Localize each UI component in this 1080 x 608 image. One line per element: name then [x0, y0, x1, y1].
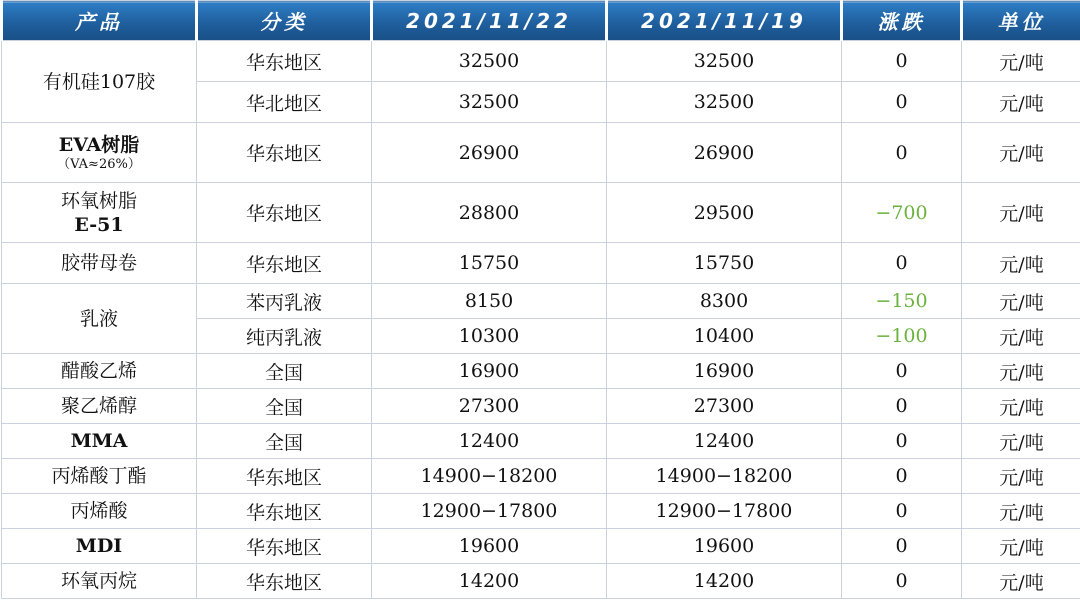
product-name: 丙烯酸丁酯 — [2, 459, 197, 494]
table-row — [2, 284, 1080, 319]
product-name: 环氧树脂 — [60, 189, 137, 212]
change-cell: 0 — [842, 123, 962, 183]
product-name: 有机硅107胶 — [2, 41, 197, 123]
price-date-2: 32500 — [607, 82, 842, 123]
change-cell: −150 — [842, 284, 962, 319]
header-date-2: 2021/11/19 — [607, 1, 842, 41]
price-date-1: 26900 — [372, 123, 607, 183]
category-cell: 华东地区 — [197, 41, 372, 82]
product-name: 乳液 — [2, 284, 197, 354]
unit-cell: 元/吨 — [962, 459, 1080, 494]
category-cell: 苯丙乳液 — [197, 284, 372, 319]
unit-cell: 元/吨 — [962, 183, 1080, 243]
price-date-1: 15750 — [372, 243, 607, 284]
category-cell: 华东地区 — [197, 243, 372, 284]
header-unit: 单位 — [962, 1, 1080, 41]
table-row — [2, 354, 1080, 389]
category-cell: 全国 — [197, 354, 372, 389]
price-date-2: 12400 — [607, 424, 842, 459]
category-cell: 华东地区 — [197, 459, 372, 494]
table-row — [2, 41, 1080, 82]
category-cell: 华东地区 — [197, 564, 372, 599]
price-date-1: 32500 — [372, 82, 607, 123]
price-date-1: 14900−18200 — [372, 459, 607, 494]
price-date-2: 14900−18200 — [607, 459, 842, 494]
price-date-1: 12900−17800 — [372, 494, 607, 529]
price-date-2: 29500 — [607, 183, 842, 243]
unit-cell: 元/吨 — [962, 529, 1080, 564]
table-row — [2, 494, 1080, 529]
change-cell: 0 — [842, 354, 962, 389]
product-subtitle: E-51 — [74, 213, 124, 236]
product-name: MMA — [2, 424, 197, 459]
category-cell: 华东地区 — [197, 529, 372, 564]
product-name: 丙烯酸 — [2, 494, 197, 529]
table-row — [2, 243, 1080, 284]
price-date-1: 32500 — [372, 41, 607, 82]
price-date-1: 14200 — [372, 564, 607, 599]
table-row — [2, 564, 1080, 599]
table-row — [2, 424, 1080, 459]
unit-cell: 元/吨 — [962, 123, 1080, 183]
table-row — [2, 389, 1080, 424]
price-date-1: 27300 — [372, 389, 607, 424]
price-date-2: 10400 — [607, 319, 842, 354]
unit-cell: 元/吨 — [962, 564, 1080, 599]
price-date-2: 32500 — [607, 41, 842, 82]
change-cell: 0 — [842, 529, 962, 564]
price-date-2: 15750 — [607, 243, 842, 284]
unit-cell: 元/吨 — [962, 82, 1080, 123]
price-date-2: 16900 — [607, 354, 842, 389]
unit-cell: 元/吨 — [962, 41, 1080, 82]
category-cell: 华东地区 — [197, 183, 372, 243]
unit-cell: 元/吨 — [962, 319, 1080, 354]
price-date-1: 12400 — [372, 424, 607, 459]
unit-cell: 元/吨 — [962, 389, 1080, 424]
change-cell: 0 — [842, 494, 962, 529]
unit-cell: 元/吨 — [962, 243, 1080, 284]
header-date-1: 2021/11/22 — [372, 1, 607, 41]
unit-cell: 元/吨 — [962, 494, 1080, 529]
product-name: 环氧丙烷 — [2, 564, 197, 599]
price-date-1: 19600 — [372, 529, 607, 564]
price-date-2: 14200 — [607, 564, 842, 599]
header-category: 分类 — [197, 1, 372, 41]
change-cell: 0 — [842, 459, 962, 494]
change-cell: −700 — [842, 183, 962, 243]
category-cell: 全国 — [197, 389, 372, 424]
header-change: 涨跌 — [842, 1, 962, 41]
change-cell: 0 — [842, 243, 962, 284]
change-cell: 0 — [842, 389, 962, 424]
product-subtitle: （VA≈26%） — [57, 156, 141, 172]
product-name: 醋酸乙烯 — [2, 354, 197, 389]
change-cell: 0 — [842, 564, 962, 599]
category-cell: 华东地区 — [197, 123, 372, 183]
category-cell: 华东地区 — [197, 494, 372, 529]
product-name-cell — [2, 183, 197, 243]
product-name: 胶带母卷 — [2, 243, 197, 284]
price-date-2: 26900 — [607, 123, 842, 183]
category-cell: 纯丙乳液 — [197, 319, 372, 354]
table-row — [2, 459, 1080, 494]
product-name-cell — [2, 123, 197, 183]
price-date-2: 19600 — [607, 529, 842, 564]
price-date-1: 10300 — [372, 319, 607, 354]
table-row — [2, 529, 1080, 564]
table-row — [2, 123, 1080, 183]
header-row — [2, 1, 1080, 41]
price-date-2: 27300 — [607, 389, 842, 424]
price-date-1: 8150 — [372, 284, 607, 319]
unit-cell: 元/吨 — [962, 424, 1080, 459]
unit-cell: 元/吨 — [962, 284, 1080, 319]
product-name: 聚乙烯醇 — [2, 389, 197, 424]
change-cell: 0 — [842, 424, 962, 459]
product-name: EVA树脂 — [58, 133, 140, 156]
table-row — [2, 183, 1080, 243]
change-cell: 0 — [842, 82, 962, 123]
header-product: 产品 — [2, 1, 197, 41]
change-cell: −100 — [842, 319, 962, 354]
product-name: MDI — [2, 529, 197, 564]
price-date-1: 28800 — [372, 183, 607, 243]
change-cell: 0 — [842, 41, 962, 82]
category-cell: 华北地区 — [197, 82, 372, 123]
price-date-1: 16900 — [372, 354, 607, 389]
category-cell: 全国 — [197, 424, 372, 459]
unit-cell: 元/吨 — [962, 354, 1080, 389]
price-date-2: 8300 — [607, 284, 842, 319]
price-date-2: 12900−17800 — [607, 494, 842, 529]
